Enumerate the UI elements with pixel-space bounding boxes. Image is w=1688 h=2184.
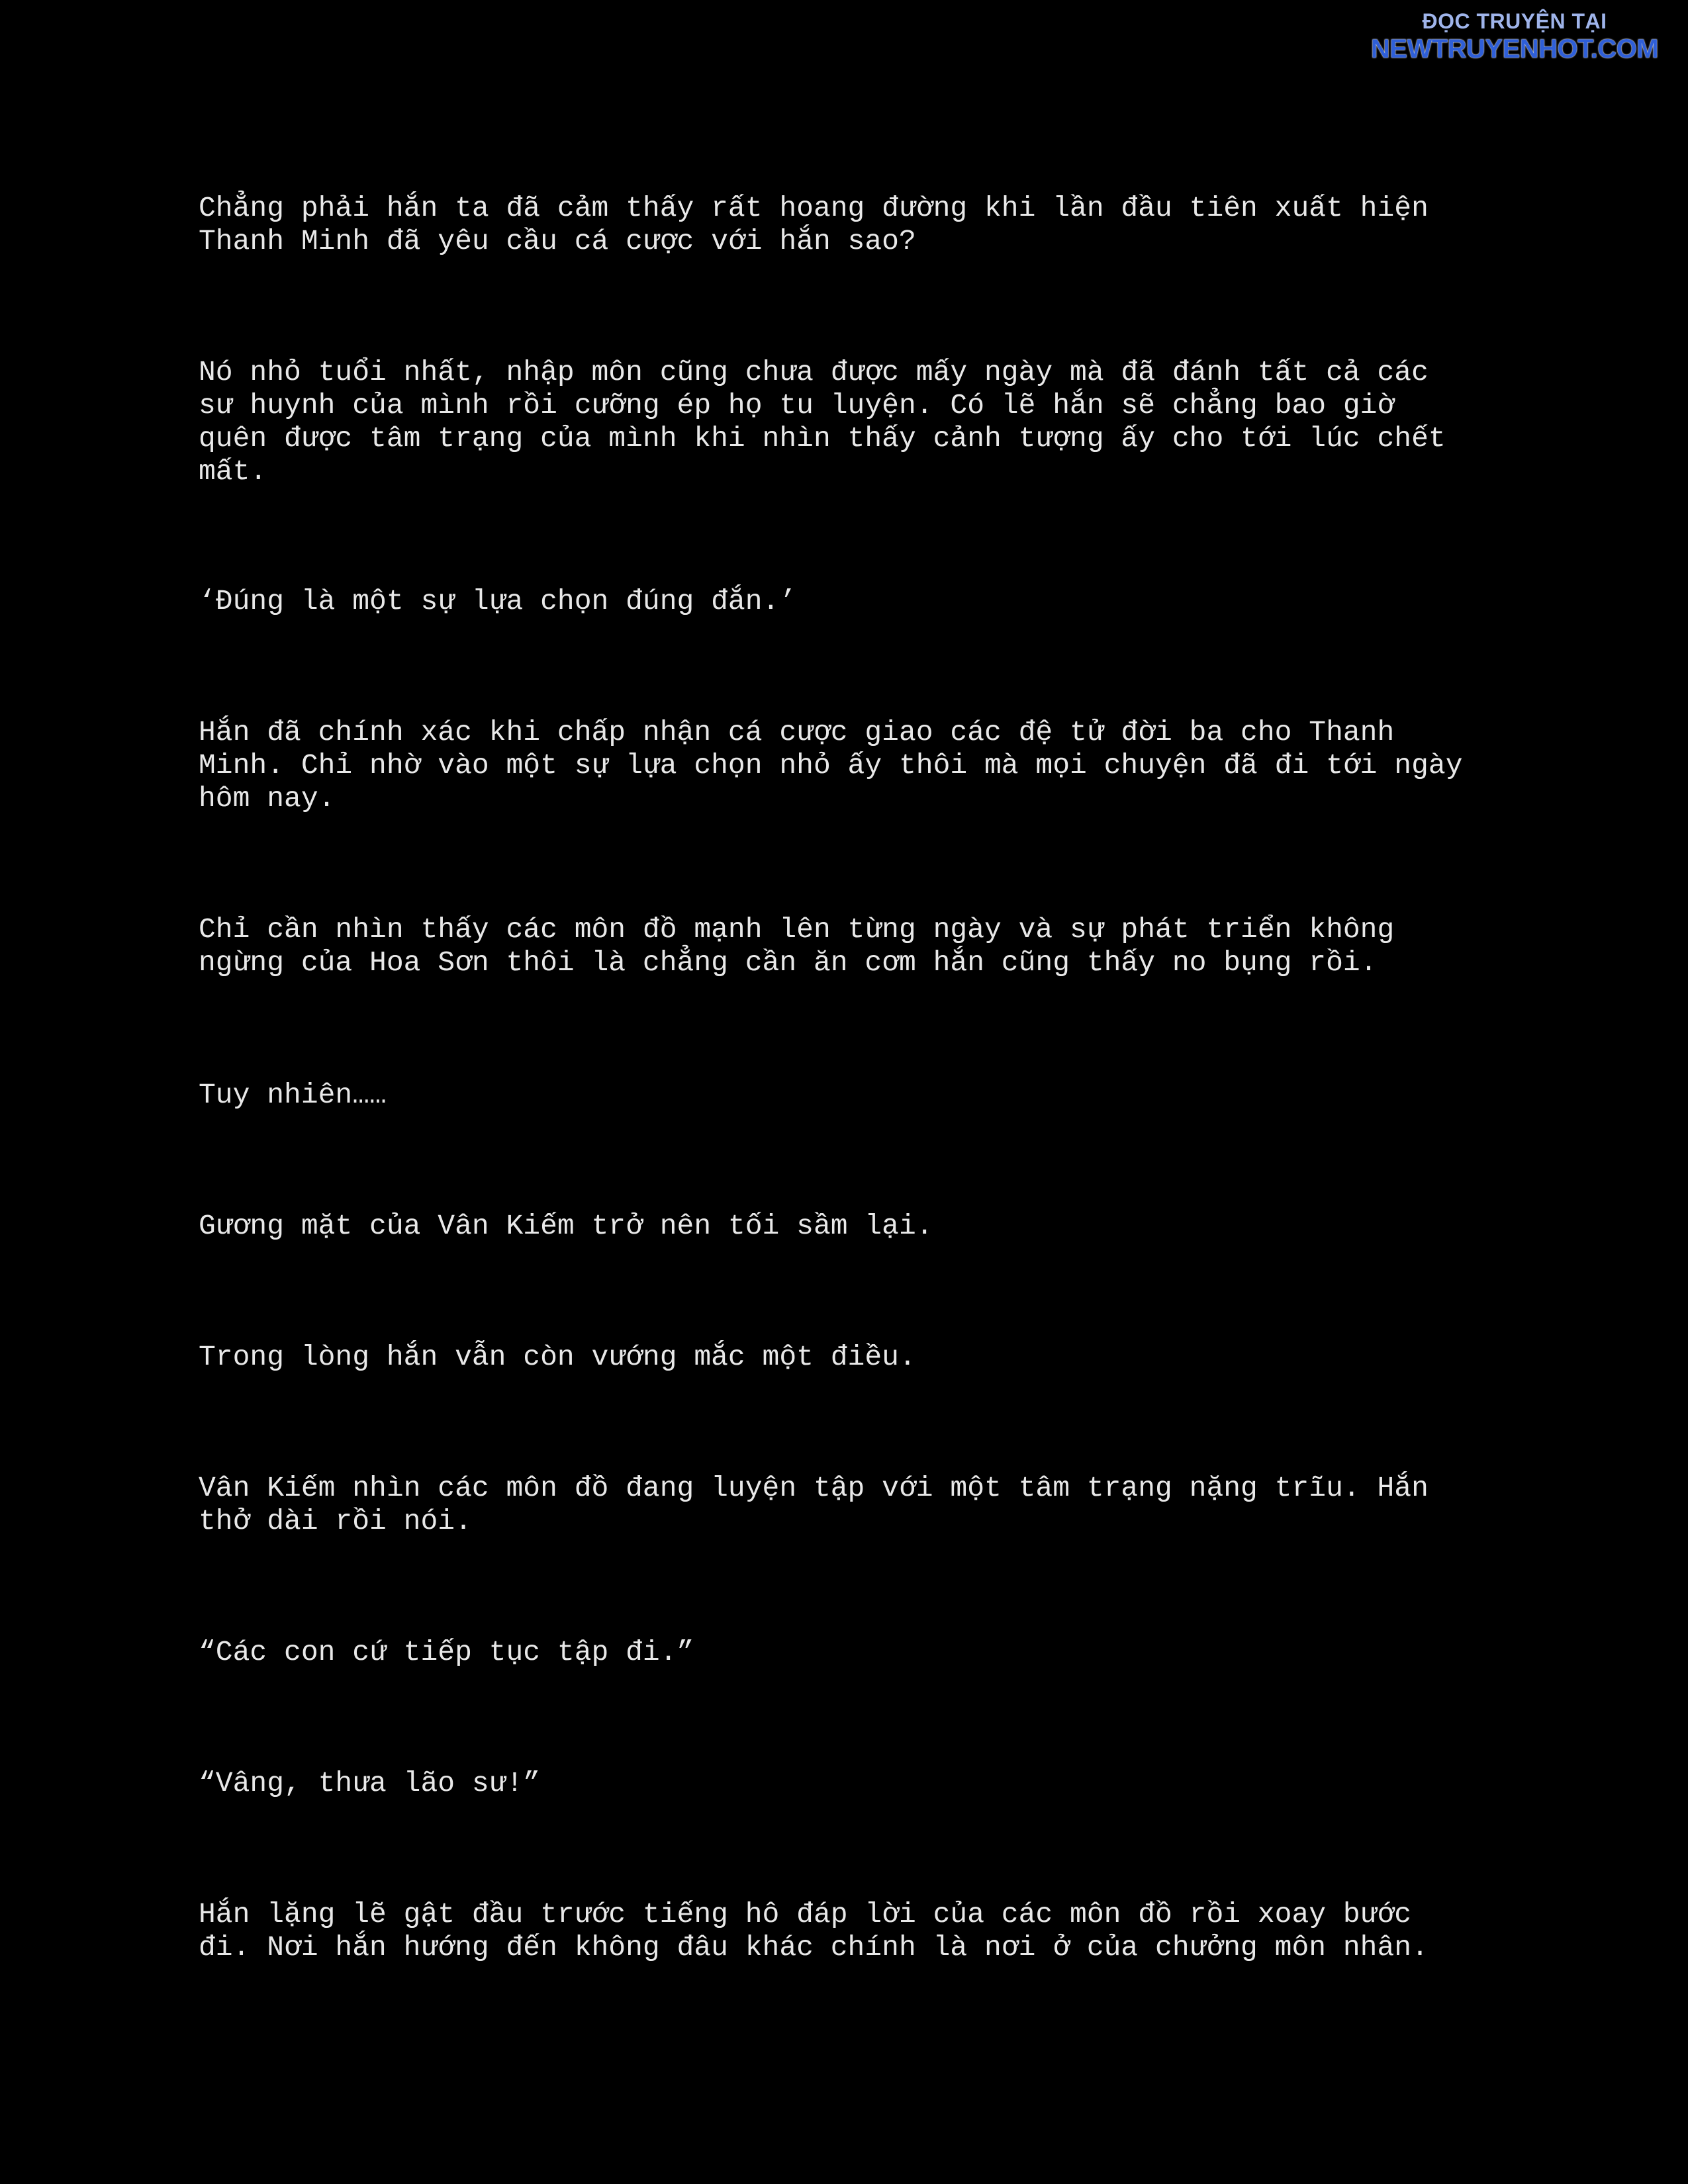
paragraph: “Các con cứ tiếp tục tập đi.” — [199, 1636, 694, 1668]
paragraph: “Vâng, thưa lão sư!” — [199, 1767, 541, 1799]
paragraph: Hắn đã chính xác khi chấp nhận cá cược giao các đệ tử đời ba cho Thanh Minh. Chỉ nhờ vào một sự lựa chọn nhỏ ấy thôi mà mọi chuyện đã đi tới ngày hôm nay. — [199, 716, 1463, 815]
paragraph: Tuy nhiên…… — [199, 1079, 387, 1111]
paragraph: Chỉ cần nhìn thấy các môn đồ mạnh lên từng ngày và sự phát triển không ngừng của Hoa Sơn thôi là chẳng cần ăn cơm hắn cũng thấy no bụng rồi. — [199, 913, 1395, 979]
paragraph: Trong lòng hắn vẫn còn vướng mắc một điều. — [199, 1341, 916, 1373]
watermark-line-1: ĐỌC TRUYỆN TẠI — [1422, 9, 1607, 33]
paragraph: Nó nhỏ tuổi nhất, nhập môn cũng chưa được mấy ngày mà đã đánh tất cả các sư huynh của mình rồi cưỡng ép họ tu luyện. Có lẽ hắn sẽ chẳng bao giờ quên được tâm trạng của mình khi nhìn thấy cảnh tượng ấy cho tới lúc chết mất. — [199, 356, 1446, 488]
paragraph: Chẳng phải hắn ta đã cảm thấy rất hoang đường khi lần đầu tiên xuất hiện Thanh Minh đã yêu cầu cá cược với hắn sao? — [199, 192, 1429, 257]
watermark-site-name: NEWTRUYENHOT.COM — [1370, 34, 1659, 64]
paragraph: Hắn lặng lẽ gật đầu trước tiếng hô đáp lời của các môn đồ rồi xoay bước đi. Nơi hắn hướng đến không đâu khác chính là nơi ở của chưởng môn nhân. — [199, 1898, 1429, 1964]
site-watermark — [1362, 9, 1667, 64]
paragraph: Gương mặt của Vân Kiếm trở nên tối sầm lại. — [199, 1210, 933, 1242]
paragraph: ‘Đúng là một sự lựa chọn đúng đắn.’ — [199, 585, 797, 617]
paragraph: Vân Kiếm nhìn các môn đồ đang luyện tập với một tâm trạng nặng trĩu. Hắn thở dài rồi nói. — [199, 1472, 1429, 1537]
